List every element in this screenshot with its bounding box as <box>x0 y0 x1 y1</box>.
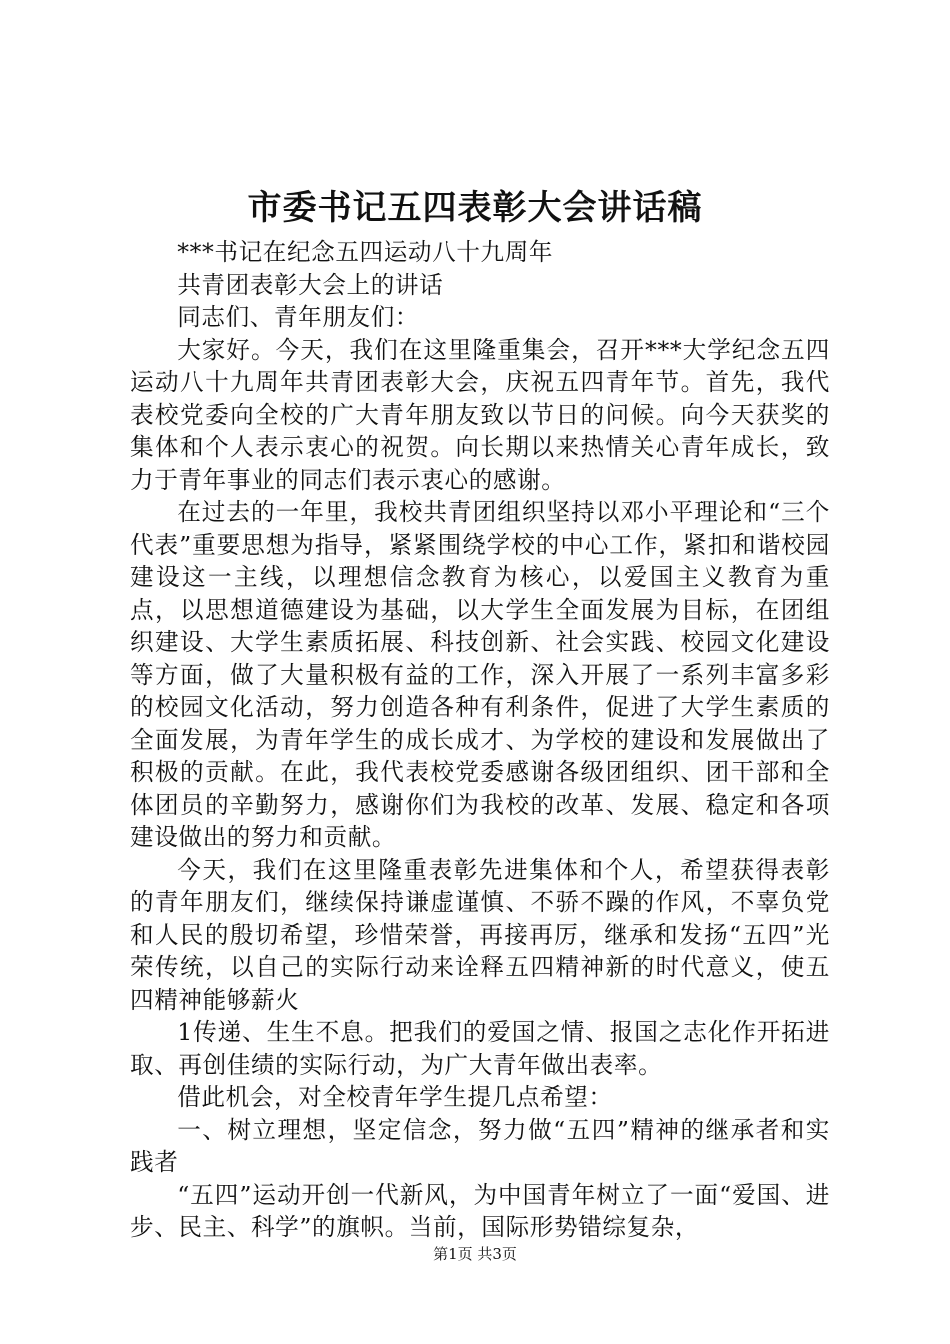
document-title: 市委书记五四表彰大会讲话稿 <box>247 188 703 228</box>
speech-heading-line-1: ***书记在纪念五四运动八十九周年 <box>177 238 554 266</box>
section-heading-1: 一、树立理想，坚定信念，努力做“五四”精神的继承者和实践者 <box>130 1115 830 1176</box>
speech-heading-line-2: 共青团表彰大会上的讲话 <box>177 270 444 299</box>
page-footer: 第1页 共3页 <box>433 1245 517 1263</box>
paragraph-hopes-intro: 借此机会，对全校青年学生提几点希望： <box>177 1083 613 1111</box>
paragraph-commendation: 今天，我们在这里隆重表彰先进集体和个人，希望获得表彰的青年朋友们，继续保持谦虚谨慎、不骄不躁的作风，不辜负党和人民的殷切希望，珍惜荣誉，再接再厉，继承和发扬“五四”光荣传统，以自己的实际行动来诠释五四精神新的时代意义，使五四精神能够薪火 <box>130 855 830 1014</box>
paragraph-continuation: 1传递、生生不息。把我们的爱国之情、报国之志化作开拓进取、再创佳绩的实际行动，为广大青年做出表率。 <box>130 1018 830 1079</box>
salutation: 同志们、青年朋友们： <box>177 303 420 331</box>
paragraph-greeting: 大家好。今天，我们在这里隆重集会，召开***大学纪念五四运动八十九周年共青团表彰大会，庆祝五四青年节。首先，我代表校党委向全校的广大青年朋友致以节日的问候。向今天获奖的集体和个人表示衷心的祝贺。向长期以来热情关心青年成长，致力于青年事业的同志们表示衷心的感谢。 <box>130 335 830 494</box>
paragraph-may-fourth: “五四”运动开创一代新风，为中国青年树立了一面“爱国、进步、民主、科学”的旗帜。当前，国际形势错综复杂， <box>130 1180 830 1241</box>
document-body <box>130 236 830 1244</box>
paragraph-past-year: 在过去的一年里，我校共青团组织坚持以邓小平理论和“三个代表”重要思想为指导，紧紧围绕学校的中心工作，紧扣和谐校园建设这一主线，以理想信念教育为核心，以爱国主义教育为重点，以思想道德建设为基础，以大学生全面发展为目标，在团组织建设、大学生素质拓展、科技创新、社会实践、校园文化建设等方面，做了大量积极有益的工作，深入开展了一系列丰富多彩的校园文化活动，努力创造各种有利条件，促进了大学生素质的全面发展，为青年学生的成长成才、为学校的建设和发展做出了积极的贡献。在此，我代表校党委感谢各级团组织、团干部和全体团员的辛勤努力，感谢你们为我校的改革、发展、稳定和各项建设做出的努力和贡献。 <box>130 498 830 851</box>
